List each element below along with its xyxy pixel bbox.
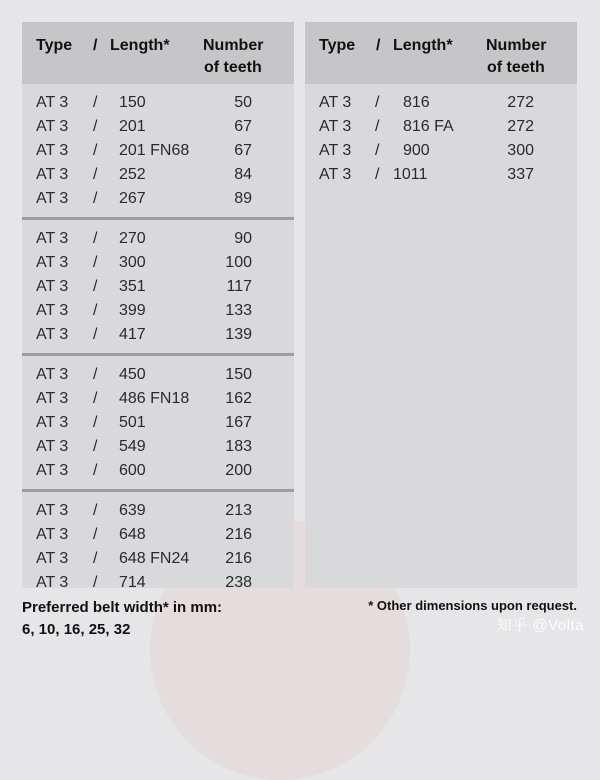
table-row (305, 163, 577, 187)
cell-teeth: 216 (225, 526, 252, 543)
cell-length: 399 (119, 302, 146, 319)
cell-length: 501 (119, 414, 146, 431)
cell-slash: / (93, 438, 98, 455)
cell-slash: / (93, 574, 98, 591)
header-length: Length* (110, 37, 170, 54)
cell-slash: / (93, 462, 98, 479)
row-group (22, 217, 294, 353)
cell-slash: / (93, 142, 98, 159)
cell-type: AT 3 (36, 550, 69, 567)
table-row (22, 187, 294, 211)
belt-table-right (305, 22, 577, 588)
cell-length: 150 (119, 94, 146, 111)
table-row (305, 139, 577, 163)
cell-teeth: 216 (225, 550, 252, 567)
table-body (22, 84, 294, 601)
cell-length: 450 (119, 366, 146, 383)
cell-type: AT 3 (319, 94, 352, 111)
cell-teeth: 167 (225, 414, 252, 431)
cell-type: AT 3 (36, 230, 69, 247)
header-slash: / (376, 37, 381, 54)
row-group (305, 84, 577, 193)
cell-type: AT 3 (36, 526, 69, 543)
cell-teeth: 150 (225, 366, 252, 383)
cell-type: AT 3 (36, 414, 69, 431)
cell-length: 600 (119, 462, 146, 479)
cell-type: AT 3 (36, 278, 69, 295)
cell-teeth: 337 (507, 166, 534, 183)
cell-length: 816 (403, 94, 430, 111)
header-slash: / (93, 37, 98, 54)
cell-teeth: 89 (234, 190, 252, 207)
table-header (305, 22, 577, 84)
table-row (305, 115, 577, 139)
cell-type: AT 3 (319, 166, 352, 183)
cell-slash: / (375, 118, 380, 135)
cell-teeth: 67 (234, 142, 252, 159)
preferred-width-note (22, 597, 222, 641)
table-row (22, 435, 294, 459)
cell-length: 648 (119, 526, 146, 543)
preferred-width-values: 6, 10, 16, 25, 32 (22, 621, 131, 638)
header-number: Number (486, 37, 547, 54)
cell-length: 201 (119, 118, 146, 135)
cell-length: 648 FN24 (119, 550, 190, 567)
cell-slash: / (93, 414, 98, 431)
table-row (22, 91, 294, 115)
cell-slash: / (375, 142, 380, 159)
cell-type: AT 3 (319, 118, 352, 135)
header-type: Type (36, 37, 73, 54)
table-row (22, 251, 294, 275)
table-row (22, 411, 294, 435)
cell-length: 201 FN68 (119, 142, 190, 159)
cell-type: AT 3 (36, 390, 69, 407)
cell-slash: / (93, 166, 98, 183)
cell-teeth: 84 (234, 166, 252, 183)
table-row (22, 275, 294, 299)
table-row (22, 139, 294, 163)
cell-teeth: 272 (507, 118, 534, 135)
cell-slash: / (375, 166, 380, 183)
cell-type: AT 3 (36, 190, 69, 207)
cell-type: AT 3 (36, 118, 69, 135)
cell-length: 639 (119, 502, 146, 519)
cell-type: AT 3 (36, 438, 69, 455)
cell-type: AT 3 (319, 142, 352, 159)
cell-slash: / (93, 278, 98, 295)
cell-slash: / (375, 94, 380, 111)
cell-teeth: 162 (225, 390, 252, 407)
table-body (305, 84, 577, 193)
cell-slash: / (93, 94, 98, 111)
cell-type: AT 3 (36, 366, 69, 383)
cell-length: 417 (119, 326, 146, 343)
dimensions-footnote: * Other dimensions upon request. (368, 598, 577, 613)
cell-slash: / (93, 526, 98, 543)
cell-slash: / (93, 190, 98, 207)
row-group (22, 84, 294, 217)
table-row (22, 459, 294, 483)
cell-teeth: 139 (225, 326, 252, 343)
cell-teeth: 200 (225, 462, 252, 479)
cell-slash: / (93, 118, 98, 135)
cell-length: 900 (403, 142, 430, 159)
cell-length: 351 (119, 278, 146, 295)
cell-teeth: 213 (225, 502, 252, 519)
belt-table-left (22, 22, 294, 591)
cell-type: AT 3 (36, 166, 69, 183)
cell-length: 816 FA (403, 118, 454, 135)
cell-type: AT 3 (36, 94, 69, 111)
table-row (22, 163, 294, 187)
cell-length: 1011 (393, 166, 428, 183)
cell-length: 549 (119, 438, 146, 455)
cell-teeth: 133 (225, 302, 252, 319)
cell-teeth: 238 (225, 574, 252, 591)
cell-type: AT 3 (36, 574, 69, 591)
cell-slash: / (93, 230, 98, 247)
table-header (22, 22, 294, 84)
header-of-teeth: of teeth (487, 59, 545, 76)
table-row (22, 323, 294, 347)
cell-slash: / (93, 390, 98, 407)
cell-slash: / (93, 326, 98, 343)
cell-slash: / (93, 366, 98, 383)
cell-length: 267 (119, 190, 146, 207)
cell-teeth: 90 (234, 230, 252, 247)
cell-type: AT 3 (36, 254, 69, 271)
header-number: Number (203, 37, 264, 54)
cell-teeth: 67 (234, 118, 252, 135)
cell-slash: / (93, 302, 98, 319)
preferred-width-title: Preferred belt width* in mm: (22, 599, 223, 616)
row-group (22, 489, 294, 601)
table-row (22, 115, 294, 139)
table-row (22, 523, 294, 547)
table-row (22, 227, 294, 251)
cell-length: 486 FN18 (119, 390, 190, 407)
cell-length: 300 (119, 254, 146, 271)
cell-slash: / (93, 550, 98, 567)
cell-length: 252 (119, 166, 146, 183)
table-row (22, 499, 294, 523)
cell-teeth: 272 (507, 94, 534, 111)
header-length: Length* (393, 37, 453, 54)
cell-teeth: 50 (234, 94, 252, 111)
table-row (22, 547, 294, 571)
table-row (22, 387, 294, 411)
cell-slash: / (93, 254, 98, 271)
cell-teeth: 183 (225, 438, 252, 455)
cell-teeth: 300 (507, 142, 534, 159)
table-row (22, 299, 294, 323)
header-of-teeth: of teeth (204, 59, 262, 76)
header-type: Type (319, 37, 356, 54)
cell-type: AT 3 (36, 462, 69, 479)
cell-type: AT 3 (36, 302, 69, 319)
watermark: 知乎 @Volta (496, 617, 584, 634)
cell-teeth: 100 (225, 254, 252, 271)
row-group (22, 353, 294, 489)
table-row (22, 363, 294, 387)
cell-slash: / (93, 502, 98, 519)
cell-type: AT 3 (36, 326, 69, 343)
cell-type: AT 3 (36, 142, 69, 159)
cell-teeth: 117 (226, 278, 252, 295)
table-row (22, 571, 294, 595)
cell-type: AT 3 (36, 502, 69, 519)
table-row (305, 91, 577, 115)
cell-length: 714 (119, 574, 146, 591)
cell-length: 270 (119, 230, 146, 247)
